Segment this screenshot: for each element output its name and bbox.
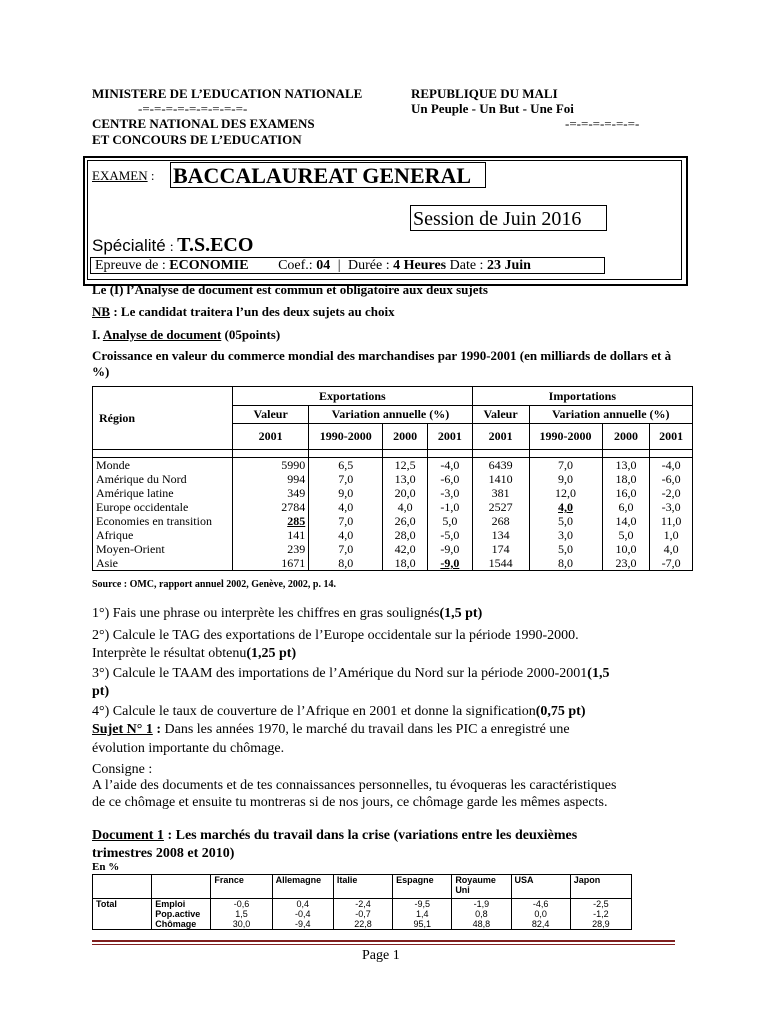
question-4-points: (0,75 pt): [535, 704, 586, 719]
table-cell-region: Moyen-Orient: [93, 542, 233, 556]
table-cell-i3: -3,0: [650, 500, 693, 514]
table-cell-i1: 5,0: [529, 542, 602, 556]
col-exp-2001: 2001: [233, 424, 309, 450]
labour-cell: -4,6: [511, 899, 570, 910]
date-label: Date :: [449, 258, 484, 273]
labour-cell: 22,8: [333, 919, 392, 930]
consigne-label: Consigne :: [92, 762, 153, 777]
question-1: [92, 605, 482, 623]
labour-row: [93, 899, 632, 910]
document-1-title: [92, 827, 577, 845]
table-cell-e1: 4,0: [309, 500, 383, 514]
table-cell-iv: 1410: [472, 472, 529, 486]
col-imp-2000: 2000: [602, 424, 650, 450]
table-cell-e2: 4,0: [383, 500, 428, 514]
republic-title: REPUBLIQUE DU MALI: [411, 86, 558, 101]
table-row: [93, 556, 693, 571]
table-cell-i3: -6,0: [650, 472, 693, 486]
table-cell-i1: 5,0: [529, 514, 602, 528]
labour-cell: -1,9: [452, 899, 511, 910]
labour-cell: 1,4: [393, 909, 452, 919]
question-3-text: 3°) Calcule le TAAM des importations de l’Amérique du Nord sur la période 2000-2001: [92, 666, 588, 681]
table-cell-i2: 14,0: [602, 514, 650, 528]
question-3-points-b: pt): [92, 684, 110, 699]
labour-cell: -9,5: [393, 899, 452, 910]
table-cell-e2: 26,0: [383, 514, 428, 528]
nb-text: : Le candidat traitera l’un des deux sujets au choix: [110, 304, 395, 319]
table-cell-i2: 18,0: [602, 472, 650, 486]
speciality-label: Spécialité: [92, 236, 166, 255]
table-cell-e3: 5,0: [428, 514, 473, 528]
examen-label: EXAMEN: [92, 168, 148, 183]
table-cell-i3: 4,0: [650, 542, 693, 556]
table-cell-ev: 2784: [233, 500, 309, 514]
section-points: (05points): [221, 327, 281, 342]
section-title: Analyse de document: [102, 327, 222, 342]
labour-cell: 0,0: [511, 909, 570, 919]
question-2-points: (1,25 pt): [246, 646, 297, 661]
table-source: Source : OMC, rapport annuel 2002, Genève, 2002, p. 14.: [92, 579, 336, 590]
table-cell-e1: 7,0: [309, 542, 383, 556]
table-cell-i1: 9,0: [529, 472, 602, 486]
table-cell-e2: 20,0: [383, 486, 428, 500]
table-cell-i2: 16,0: [602, 486, 650, 500]
exports-variation-header: Variation annuelle (%): [309, 406, 472, 424]
labour-row-label: Pop.active: [152, 909, 211, 919]
table-cell-i3: -4,0: [650, 458, 693, 473]
table-cell-i2: 13,0: [602, 458, 650, 473]
labour-row-group: [93, 909, 152, 919]
table-cell-i2: 10,0: [602, 542, 650, 556]
table-cell-e3: -9,0: [428, 542, 473, 556]
exam-title: BACCALAUREAT GENERAL: [170, 162, 486, 188]
labour-row: [93, 909, 632, 919]
question-2: 2°) Calcule le TAG des exportations de l’Europe occidentale sur la période 1990-2000.: [92, 628, 579, 643]
table-cell-i1: 3,0: [529, 528, 602, 542]
table-title: Croissance en valeur du commerce mondial des marchandises par 1990-2001 (en milliards de dollars et à %): [92, 348, 672, 379]
table-cell-ev: 1671: [233, 556, 309, 571]
page-number: Page 1: [362, 948, 400, 963]
table-cell-ev: 994: [233, 472, 309, 486]
consigne-line1: A l’aide des documents et de tes connaissances personnelles, tu évoqueras les caractéristiques: [92, 778, 617, 793]
country-header: Japon: [570, 875, 631, 899]
epreuve-box: [90, 257, 605, 274]
table-cell-ev: 239: [233, 542, 309, 556]
labour-cell: 0,4: [272, 899, 333, 910]
table-cell-region: Economies en transition: [93, 514, 233, 528]
table-cell-iv: 6439: [472, 458, 529, 473]
document-1-title-line2: trimestres 2008 et 2010): [92, 846, 235, 861]
nb-label: NB: [92, 304, 111, 319]
table-cell-region: Amérique du Nord: [93, 472, 233, 486]
trade-table: [92, 386, 693, 571]
labour-cell: 82,4: [511, 919, 570, 930]
region-header: Région: [93, 387, 233, 450]
col-imp-1990-2000: 1990-2000: [529, 424, 602, 450]
labour-cell: 30,0: [211, 919, 272, 930]
table-cell-iv: 174: [472, 542, 529, 556]
coef-value: 04: [316, 258, 331, 273]
table-cell-e3: -9,0: [428, 556, 473, 571]
table-cell-e2: 13,0: [383, 472, 428, 486]
labour-row: [93, 919, 632, 930]
labour-cell: 1,5: [211, 909, 272, 919]
table-cell-region: Monde: [93, 458, 233, 473]
labour-cell: -2,5: [570, 899, 631, 910]
exports-header: Exportations: [233, 387, 473, 406]
country-header: Allemagne: [272, 875, 333, 899]
table-cell-ev: 141: [233, 528, 309, 542]
table-cell-i1: 12,0: [529, 486, 602, 500]
coef-label: Coef.:: [278, 258, 313, 273]
labour-cell: -0,6: [211, 899, 272, 910]
table-cell-e1: 9,0: [309, 486, 383, 500]
sujet-1-colon: :: [152, 722, 161, 737]
session-box: Session de Juin 2016: [410, 205, 607, 231]
imports-valeur-header: Valeur: [472, 406, 529, 424]
labour-cell: 48,8: [452, 919, 511, 930]
section-heading: [92, 327, 280, 343]
document-1-label: Document 1: [92, 828, 164, 843]
centre-title-2: ET CONCOURS DE L’EDUCATION: [92, 132, 302, 147]
question-1-text: 1°) Fais une phrase ou interprète les chiffres en gras soulignés: [92, 606, 440, 621]
sujet-1: [92, 721, 570, 739]
question-4-text: 4°) Calcule le taux de couverture de l’Afrique en 2001 et donne la signification: [92, 704, 536, 719]
table-cell-ev: 5990: [233, 458, 309, 473]
table-cell-e1: 6,5: [309, 458, 383, 473]
country-header: France: [211, 875, 272, 899]
duree-value: 4 Heures: [393, 258, 447, 273]
table-cell-e1: 8,0: [309, 556, 383, 571]
col-exp-var-2001: 2001: [428, 424, 473, 450]
imports-variation-header: Variation annuelle (%): [529, 406, 693, 424]
table-cell-ev: 349: [233, 486, 309, 500]
labour-cell: -9,4: [272, 919, 333, 930]
examen-colon: :: [147, 168, 155, 183]
table-row: [93, 528, 693, 542]
table-cell-e1: 7,0: [309, 472, 383, 486]
table-row: [93, 472, 693, 486]
table-cell-e2: 18,0: [383, 556, 428, 571]
exports-valeur-header: Valeur: [233, 406, 309, 424]
labour-cell: -0,7: [333, 909, 392, 919]
section-number: I.: [92, 327, 103, 342]
table-cell-i2: 6,0: [602, 500, 650, 514]
table-cell-iv: 268: [472, 514, 529, 528]
table-cell-region: Asie: [93, 556, 233, 571]
table-cell-i3: -2,0: [650, 486, 693, 500]
centre-title-1: CENTRE NATIONAL DES EXAMENS: [92, 116, 315, 131]
table-cell-region: Amérique latine: [93, 486, 233, 500]
table-cell-i3: -7,0: [650, 556, 693, 571]
labour-cell: 95,1: [393, 919, 452, 930]
examen-label-row: [92, 168, 154, 184]
table-cell-iv: 134: [472, 528, 529, 542]
table-cell-region: Afrique: [93, 528, 233, 542]
table-cell-e3: -6,0: [428, 472, 473, 486]
table-row: [93, 542, 693, 556]
labour-cell: -0,4: [272, 909, 333, 919]
labour-row-label: Chômage: [152, 919, 211, 930]
header-separator-right: -=-=-=-=-=-=-: [565, 116, 640, 131]
sujet-1-label: Sujet N° 1: [92, 722, 153, 737]
labour-row-group: [93, 919, 152, 930]
table-cell-iv: 1544: [472, 556, 529, 571]
table-cell-e1: 4,0: [309, 528, 383, 542]
ministry-title: MINISTERE DE L’EDUCATION NATIONALE: [92, 86, 363, 101]
table-row: [93, 458, 693, 473]
epreuve-label: Epreuve de :: [95, 258, 166, 273]
labour-cell: 0,8: [452, 909, 511, 919]
labour-table: [92, 874, 632, 930]
date-value: 23 Juin: [486, 258, 531, 273]
sujet-1-text: Dans les années 1970, le marché du travail dans les PIC a enregistré une: [161, 722, 570, 737]
footer-rule: [92, 940, 675, 942]
table-cell-e2: 12,5: [383, 458, 428, 473]
duree-label: Durée :: [348, 258, 390, 273]
table-cell-region: Europe occidentale: [93, 500, 233, 514]
labour-row-label: Emploi: [152, 899, 211, 910]
sujet-1-line2: évolution importante du chômage.: [92, 741, 285, 756]
nb-line: [92, 304, 395, 320]
footer-rule-thin: [92, 944, 675, 945]
labour-cell: -1,2: [570, 909, 631, 919]
labour-row-group: Total: [93, 899, 152, 910]
col-exp-1990-2000: 1990-2000: [309, 424, 383, 450]
table-cell-e3: -1,0: [428, 500, 473, 514]
table-cell-i1: 8,0: [529, 556, 602, 571]
table-cell-e1: 7,0: [309, 514, 383, 528]
question-3-points-a: (1,5: [587, 666, 610, 681]
country-header: USA: [511, 875, 570, 899]
question-2-text: Interprète le résultat obtenu: [92, 646, 247, 661]
col-exp-2000: 2000: [383, 424, 428, 450]
table-cell-e2: 42,0: [383, 542, 428, 556]
header-separator-left: -=-=-=-=-=-=-=-=-=-: [138, 101, 248, 116]
intro-line: Le (I) l’Analyse de document est commun et obligatoire aux deux sujets: [92, 282, 488, 297]
question-4: [92, 703, 586, 721]
table-cell-e3: -3,0: [428, 486, 473, 500]
table-cell-i1: 7,0: [529, 458, 602, 473]
table-cell-iv: 2527: [472, 500, 529, 514]
col-imp-2001: 2001: [472, 424, 529, 450]
labour-cell: -2,4: [333, 899, 392, 910]
coef-separator: |: [337, 258, 341, 273]
table-cell-i1: 4,0: [529, 500, 602, 514]
epreuve-value: ECONOMIE: [169, 258, 249, 273]
table-cell-ev: 285: [233, 514, 309, 528]
country-header: Royaume Uni: [452, 875, 511, 899]
col-imp-var-2001: 2001: [650, 424, 693, 450]
table-cell-i2: 23,0: [602, 556, 650, 571]
question-1-points: (1,5 pt): [439, 606, 483, 621]
table-cell-e3: -5,0: [428, 528, 473, 542]
question-2-line2: [92, 645, 296, 663]
table-cell-i2: 5,0: [602, 528, 650, 542]
motto: Un Peuple - Un But - Une Foi: [411, 101, 574, 116]
table-cell-iv: 381: [472, 486, 529, 500]
document-1-title-text: : Les marchés du travail dans la crise (variations entre les deuxièmes: [163, 828, 578, 843]
table-cell-i3: 1,0: [650, 528, 693, 542]
speciality-row: Spécialité : T.S.ECO: [92, 234, 254, 256]
table-cell-e2: 28,0: [383, 528, 428, 542]
consigne-line2: de ce chômage et ensuite tu montreras si de nos jours, ce chômage garde les mêmes aspects.: [92, 795, 608, 810]
country-header: Espagne: [393, 875, 452, 899]
speciality-value: T.S.ECO: [177, 234, 254, 256]
table-cell-e3: -4,0: [428, 458, 473, 473]
table-row: [93, 500, 693, 514]
document-1-unit: En %: [92, 861, 120, 873]
table-row: [93, 486, 693, 500]
question-3: [92, 665, 609, 683]
labour-cell: 28,9: [570, 919, 631, 930]
table-row: [93, 514, 693, 528]
country-header: Italie: [333, 875, 392, 899]
table-cell-i3: 11,0: [650, 514, 693, 528]
imports-header: Importations: [472, 387, 692, 406]
